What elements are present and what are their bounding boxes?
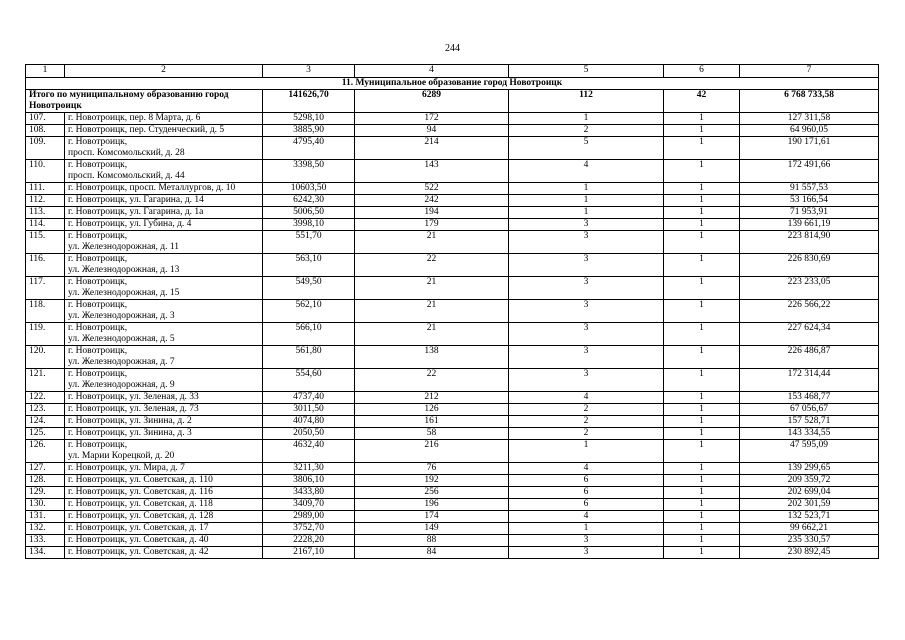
row-address [65, 219, 263, 231]
row-col4: 94 [355, 125, 509, 137]
table-row [26, 475, 879, 487]
row-number: 114. [26, 219, 65, 231]
row-col6: 1 [664, 277, 740, 300]
address-line: г. Новотроицк, [68, 300, 128, 310]
address-line: г. Новотроицк, ул. Советская, д. 40 [68, 535, 209, 545]
address-line: ул. Железнодорожная, д. 13 [68, 265, 180, 275]
row-col6: 1 [664, 428, 740, 440]
row-number: 125. [26, 428, 65, 440]
row-sum: 172 491,66 [740, 160, 879, 183]
row-number: 121. [26, 369, 65, 392]
row-col6: 1 [664, 113, 740, 125]
row-area: 4074,80 [263, 416, 355, 428]
row-col6: 1 [664, 463, 740, 475]
row-area: 3433,80 [263, 487, 355, 499]
housing-table [25, 64, 879, 559]
row-col5: 3 [509, 254, 664, 277]
row-address [65, 231, 263, 254]
row-area: 3398,50 [263, 160, 355, 183]
row-sum: 47 595,09 [740, 440, 879, 463]
row-number: 127. [26, 463, 65, 475]
row-address [65, 475, 263, 487]
address-line: ул. Железнодорожная, д. 7 [68, 357, 175, 367]
row-address [65, 428, 263, 440]
row-area: 2167,10 [263, 547, 355, 559]
row-address [65, 535, 263, 547]
row-sum: 223 233,05 [740, 277, 879, 300]
row-col5: 4 [509, 392, 664, 404]
row-number: 111. [26, 183, 65, 195]
total-col6: 42 [664, 90, 740, 113]
row-col4: 161 [355, 416, 509, 428]
row-col6: 1 [664, 346, 740, 369]
row-col6: 1 [664, 416, 740, 428]
row-sum: 235 330,57 [740, 535, 879, 547]
address-line: г. Новотроицк, [68, 369, 128, 379]
row-col5: 3 [509, 219, 664, 231]
column-number: 7 [740, 65, 879, 78]
row-col6: 1 [664, 369, 740, 392]
row-number: 131. [26, 511, 65, 523]
column-number: 5 [509, 65, 664, 78]
row-col5: 3 [509, 277, 664, 300]
table-row [26, 547, 879, 559]
row-address [65, 404, 263, 416]
row-col4: 192 [355, 475, 509, 487]
row-number: 132. [26, 523, 65, 535]
address-line: г. Новотроицк, [68, 323, 128, 333]
row-address [65, 195, 263, 207]
row-number: 115. [26, 231, 65, 254]
row-sum: 202 699,04 [740, 487, 879, 499]
table-row [26, 254, 879, 277]
row-area: 2228,20 [263, 535, 355, 547]
row-col6: 1 [664, 231, 740, 254]
address-line: г. Новотроицк, ул. Советская, д. 110 [68, 475, 213, 485]
row-col4: 194 [355, 207, 509, 219]
row-col6: 1 [664, 137, 740, 160]
row-address [65, 346, 263, 369]
row-col5: 3 [509, 231, 664, 254]
row-col4: 174 [355, 511, 509, 523]
row-col5: 3 [509, 346, 664, 369]
row-col5: 1 [509, 440, 664, 463]
row-col4: 21 [355, 231, 509, 254]
table-row [26, 137, 879, 160]
row-col4: 21 [355, 277, 509, 300]
address-line: г. Новотроицк, [68, 277, 128, 287]
row-col6: 1 [664, 219, 740, 231]
row-col6: 1 [664, 535, 740, 547]
row-address [65, 125, 263, 137]
table-row [26, 300, 879, 323]
row-area: 5298,10 [263, 113, 355, 125]
address-line: г. Новотроицк, [68, 440, 128, 450]
row-number: 129. [26, 487, 65, 499]
row-col4: 214 [355, 137, 509, 160]
row-col6: 1 [664, 160, 740, 183]
table-row [26, 183, 879, 195]
row-col6: 1 [664, 475, 740, 487]
address-line: г. Новотроицк, [68, 137, 128, 147]
row-col4: 138 [355, 346, 509, 369]
row-number: 118. [26, 300, 65, 323]
address-line: г. Новотроицк, ул. Зеленая, д. 73 [68, 404, 199, 414]
address-line: г. Новотроицк, [68, 231, 128, 241]
row-sum: 91 557,53 [740, 183, 879, 195]
row-number: 130. [26, 499, 65, 511]
row-col5: 4 [509, 463, 664, 475]
table-row [26, 487, 879, 499]
row-area: 6242,30 [263, 195, 355, 207]
table-row [26, 392, 879, 404]
row-col5: 4 [509, 511, 664, 523]
row-sum: 53 166,54 [740, 195, 879, 207]
table-row [26, 160, 879, 183]
row-col6: 1 [664, 183, 740, 195]
row-col6: 1 [664, 487, 740, 499]
row-col4: 256 [355, 487, 509, 499]
row-col5: 5 [509, 137, 664, 160]
row-sum: 226 486,87 [740, 346, 879, 369]
row-col5: 3 [509, 323, 664, 346]
row-col6: 1 [664, 195, 740, 207]
row-col4: 179 [355, 219, 509, 231]
row-sum: 172 314,44 [740, 369, 879, 392]
row-number: 119. [26, 323, 65, 346]
row-area: 561,80 [263, 346, 355, 369]
row-col4: 242 [355, 195, 509, 207]
row-col6: 1 [664, 392, 740, 404]
address-line: ул. Железнодорожная, д. 3 [68, 311, 175, 321]
row-col5: 2 [509, 428, 664, 440]
row-sum: 64 960,05 [740, 125, 879, 137]
address-line: г. Новотроицк, пер. Студенческий, д. 5 [68, 125, 225, 135]
address-line: г. Новотроицк, просп. Металлургов, д. 10 [68, 183, 236, 193]
column-number: 1 [26, 65, 65, 78]
row-col4: 21 [355, 300, 509, 323]
row-col6: 1 [664, 499, 740, 511]
row-col6: 1 [664, 547, 740, 559]
row-number: 116. [26, 254, 65, 277]
row-address [65, 416, 263, 428]
row-area: 551,70 [263, 231, 355, 254]
row-number: 126. [26, 440, 65, 463]
row-sum: 99 662,21 [740, 523, 879, 535]
address-line: г. Новотроицк, ул. Зинина, д. 2 [68, 416, 192, 426]
total-row [26, 90, 879, 113]
row-address [65, 160, 263, 183]
row-sum: 190 171,61 [740, 137, 879, 160]
page-number: 244 [445, 43, 460, 54]
row-sum: 227 624,34 [740, 323, 879, 346]
table-row [26, 404, 879, 416]
address-line: г. Новотроицк, ул. Гагарина, д. 14 [68, 195, 204, 205]
row-col5: 4 [509, 160, 664, 183]
row-number: 109. [26, 137, 65, 160]
row-number: 123. [26, 404, 65, 416]
address-line: ул. Марии Корецкой, д. 20 [68, 451, 175, 461]
row-number: 117. [26, 277, 65, 300]
row-number: 133. [26, 535, 65, 547]
row-address [65, 440, 263, 463]
row-address [65, 511, 263, 523]
row-area: 563,10 [263, 254, 355, 277]
table-row [26, 416, 879, 428]
row-area: 2050,50 [263, 428, 355, 440]
row-col5: 1 [509, 207, 664, 219]
row-address [65, 392, 263, 404]
row-col5: 3 [509, 547, 664, 559]
row-col4: 22 [355, 369, 509, 392]
row-col5: 6 [509, 499, 664, 511]
row-col5: 6 [509, 487, 664, 499]
row-area: 4737,40 [263, 392, 355, 404]
row-col5: 2 [509, 404, 664, 416]
table-row [26, 346, 879, 369]
row-col4: 216 [355, 440, 509, 463]
table-row [26, 511, 879, 523]
row-number: 124. [26, 416, 65, 428]
row-col6: 1 [664, 511, 740, 523]
row-address [65, 369, 263, 392]
row-sum: 226 830,69 [740, 254, 879, 277]
table-row [26, 277, 879, 300]
row-area: 549,50 [263, 277, 355, 300]
row-col4: 88 [355, 535, 509, 547]
address-line: г. Новотроицк, ул. Зеленая, д. 33 [68, 392, 199, 402]
row-col6: 1 [664, 523, 740, 535]
row-sum: 139 299,65 [740, 463, 879, 475]
address-line: г. Новотроицк, [68, 346, 128, 356]
row-area: 5006,50 [263, 207, 355, 219]
column-number: 3 [263, 65, 355, 78]
table-row [26, 125, 879, 137]
table-row [26, 369, 879, 392]
total-col5: 112 [509, 90, 664, 113]
address-line: ул. Железнодорожная, д. 11 [68, 242, 180, 252]
row-number: 134. [26, 547, 65, 559]
row-col6: 1 [664, 207, 740, 219]
address-line: г. Новотроицк, ул. Советская, д. 128 [68, 511, 214, 521]
address-line: г. Новотроицк, ул. Губина, д. 4 [68, 219, 192, 229]
row-col5: 1 [509, 183, 664, 195]
row-address [65, 547, 263, 559]
row-col4: 22 [355, 254, 509, 277]
table-row [26, 463, 879, 475]
row-area: 4795,40 [263, 137, 355, 160]
row-col6: 1 [664, 323, 740, 346]
row-area: 554,60 [263, 369, 355, 392]
row-col5: 3 [509, 369, 664, 392]
address-line: г. Новотроицк, ул. Советская, д. 116 [68, 487, 213, 497]
row-number: 122. [26, 392, 65, 404]
section-title: 11. Муниципальное образование город Новотроицк [26, 78, 879, 90]
row-address [65, 207, 263, 219]
row-number: 110. [26, 160, 65, 183]
row-number: 120. [26, 346, 65, 369]
address-line: г. Новотроицк, [68, 254, 128, 264]
address-line: г. Новотроицк, ул. Советская, д. 17 [68, 523, 209, 533]
address-line: г. Новотроицк, пер. 8 Марта, д. 6 [68, 113, 201, 123]
row-address [65, 137, 263, 160]
row-sum: 226 566,22 [740, 300, 879, 323]
row-address [65, 300, 263, 323]
row-col6: 1 [664, 300, 740, 323]
table-row [26, 113, 879, 125]
row-col4: 126 [355, 404, 509, 416]
address-line: г. Новотроицк, ул. Советская, д. 118 [68, 499, 213, 509]
address-line: ул. Железнодорожная, д. 5 [68, 334, 175, 344]
row-col4: 76 [355, 463, 509, 475]
address-line: г. Новотроицк, ул. Гагарина, д. 1а [68, 207, 204, 217]
row-area: 3011,50 [263, 404, 355, 416]
row-col5: 1 [509, 113, 664, 125]
row-address [65, 254, 263, 277]
column-number: 4 [355, 65, 509, 78]
address-line: просп. Комсомольский, д. 44 [68, 171, 185, 181]
row-number: 128. [26, 475, 65, 487]
row-area: 3752,70 [263, 523, 355, 535]
total-col4: 6289 [355, 90, 509, 113]
row-col6: 1 [664, 125, 740, 137]
table-row [26, 195, 879, 207]
table-row [26, 323, 879, 346]
row-number: 113. [26, 207, 65, 219]
row-sum: 202 301,59 [740, 499, 879, 511]
row-sum: 67 056,67 [740, 404, 879, 416]
column-number: 2 [65, 65, 263, 78]
column-number-row [26, 65, 879, 78]
row-col4: 522 [355, 183, 509, 195]
row-area: 562,10 [263, 300, 355, 323]
row-sum: 127 311,58 [740, 113, 879, 125]
row-sum: 223 814,90 [740, 231, 879, 254]
row-number: 108. [26, 125, 65, 137]
row-area: 3806,10 [263, 475, 355, 487]
row-area: 2989,00 [263, 511, 355, 523]
row-sum: 209 359,72 [740, 475, 879, 487]
row-col5: 3 [509, 535, 664, 547]
address-line: ул. Железнодорожная, д. 15 [68, 288, 180, 298]
row-col4: 149 [355, 523, 509, 535]
row-sum: 132 523,71 [740, 511, 879, 523]
row-sum: 153 468,77 [740, 392, 879, 404]
address-line: г. Новотроицк, [68, 160, 128, 170]
row-col4: 196 [355, 499, 509, 511]
address-line: ул. Железнодорожная, д. 9 [68, 380, 175, 390]
row-col4: 172 [355, 113, 509, 125]
row-address [65, 499, 263, 511]
table-row [26, 231, 879, 254]
section-row [26, 78, 879, 90]
row-area: 3409,70 [263, 499, 355, 511]
total-area: 141626,70 [263, 90, 355, 113]
row-area: 566,10 [263, 323, 355, 346]
row-address [65, 183, 263, 195]
row-sum: 139 661,19 [740, 219, 879, 231]
row-col5: 1 [509, 195, 664, 207]
row-col6: 1 [664, 404, 740, 416]
row-address [65, 277, 263, 300]
row-address [65, 463, 263, 475]
column-number: 6 [664, 65, 740, 78]
row-address [65, 113, 263, 125]
row-col5: 3 [509, 300, 664, 323]
row-col5: 6 [509, 475, 664, 487]
table-row [26, 535, 879, 547]
row-col5: 1 [509, 523, 664, 535]
table-row [26, 219, 879, 231]
row-address [65, 487, 263, 499]
table-row [26, 499, 879, 511]
row-col5: 2 [509, 416, 664, 428]
row-col6: 1 [664, 254, 740, 277]
row-sum: 143 334,55 [740, 428, 879, 440]
row-address [65, 323, 263, 346]
row-number: 107. [26, 113, 65, 125]
row-col4: 143 [355, 160, 509, 183]
row-area: 3211,30 [263, 463, 355, 475]
address-line: г. Новотроицк, ул. Мира, д. 7 [68, 463, 185, 473]
address-line: просп. Комсомольский, д. 28 [68, 148, 185, 158]
row-sum: 71 953,91 [740, 207, 879, 219]
table-row [26, 428, 879, 440]
row-col4: 212 [355, 392, 509, 404]
row-area: 10603,50 [263, 183, 355, 195]
table-row [26, 523, 879, 535]
row-col5: 2 [509, 125, 664, 137]
total-sum: 6 768 733,58 [740, 90, 879, 113]
address-line: г. Новотроицк, ул. Советская, д. 42 [68, 547, 209, 557]
table-row [26, 207, 879, 219]
address-line: г. Новотроицк, ул. Зинина, д. 3 [68, 428, 192, 438]
row-sum: 157 528,71 [740, 416, 879, 428]
total-label: Итого по муниципальному образованию город Новотроицк [26, 90, 263, 113]
row-address [65, 523, 263, 535]
row-col4: 21 [355, 323, 509, 346]
row-area: 3998,10 [263, 219, 355, 231]
row-sum: 230 892,45 [740, 547, 879, 559]
row-number: 112. [26, 195, 65, 207]
row-col4: 84 [355, 547, 509, 559]
row-area: 4632,40 [263, 440, 355, 463]
row-col4: 58 [355, 428, 509, 440]
table-row [26, 440, 879, 463]
row-area: 3885,90 [263, 125, 355, 137]
row-col6: 1 [664, 440, 740, 463]
